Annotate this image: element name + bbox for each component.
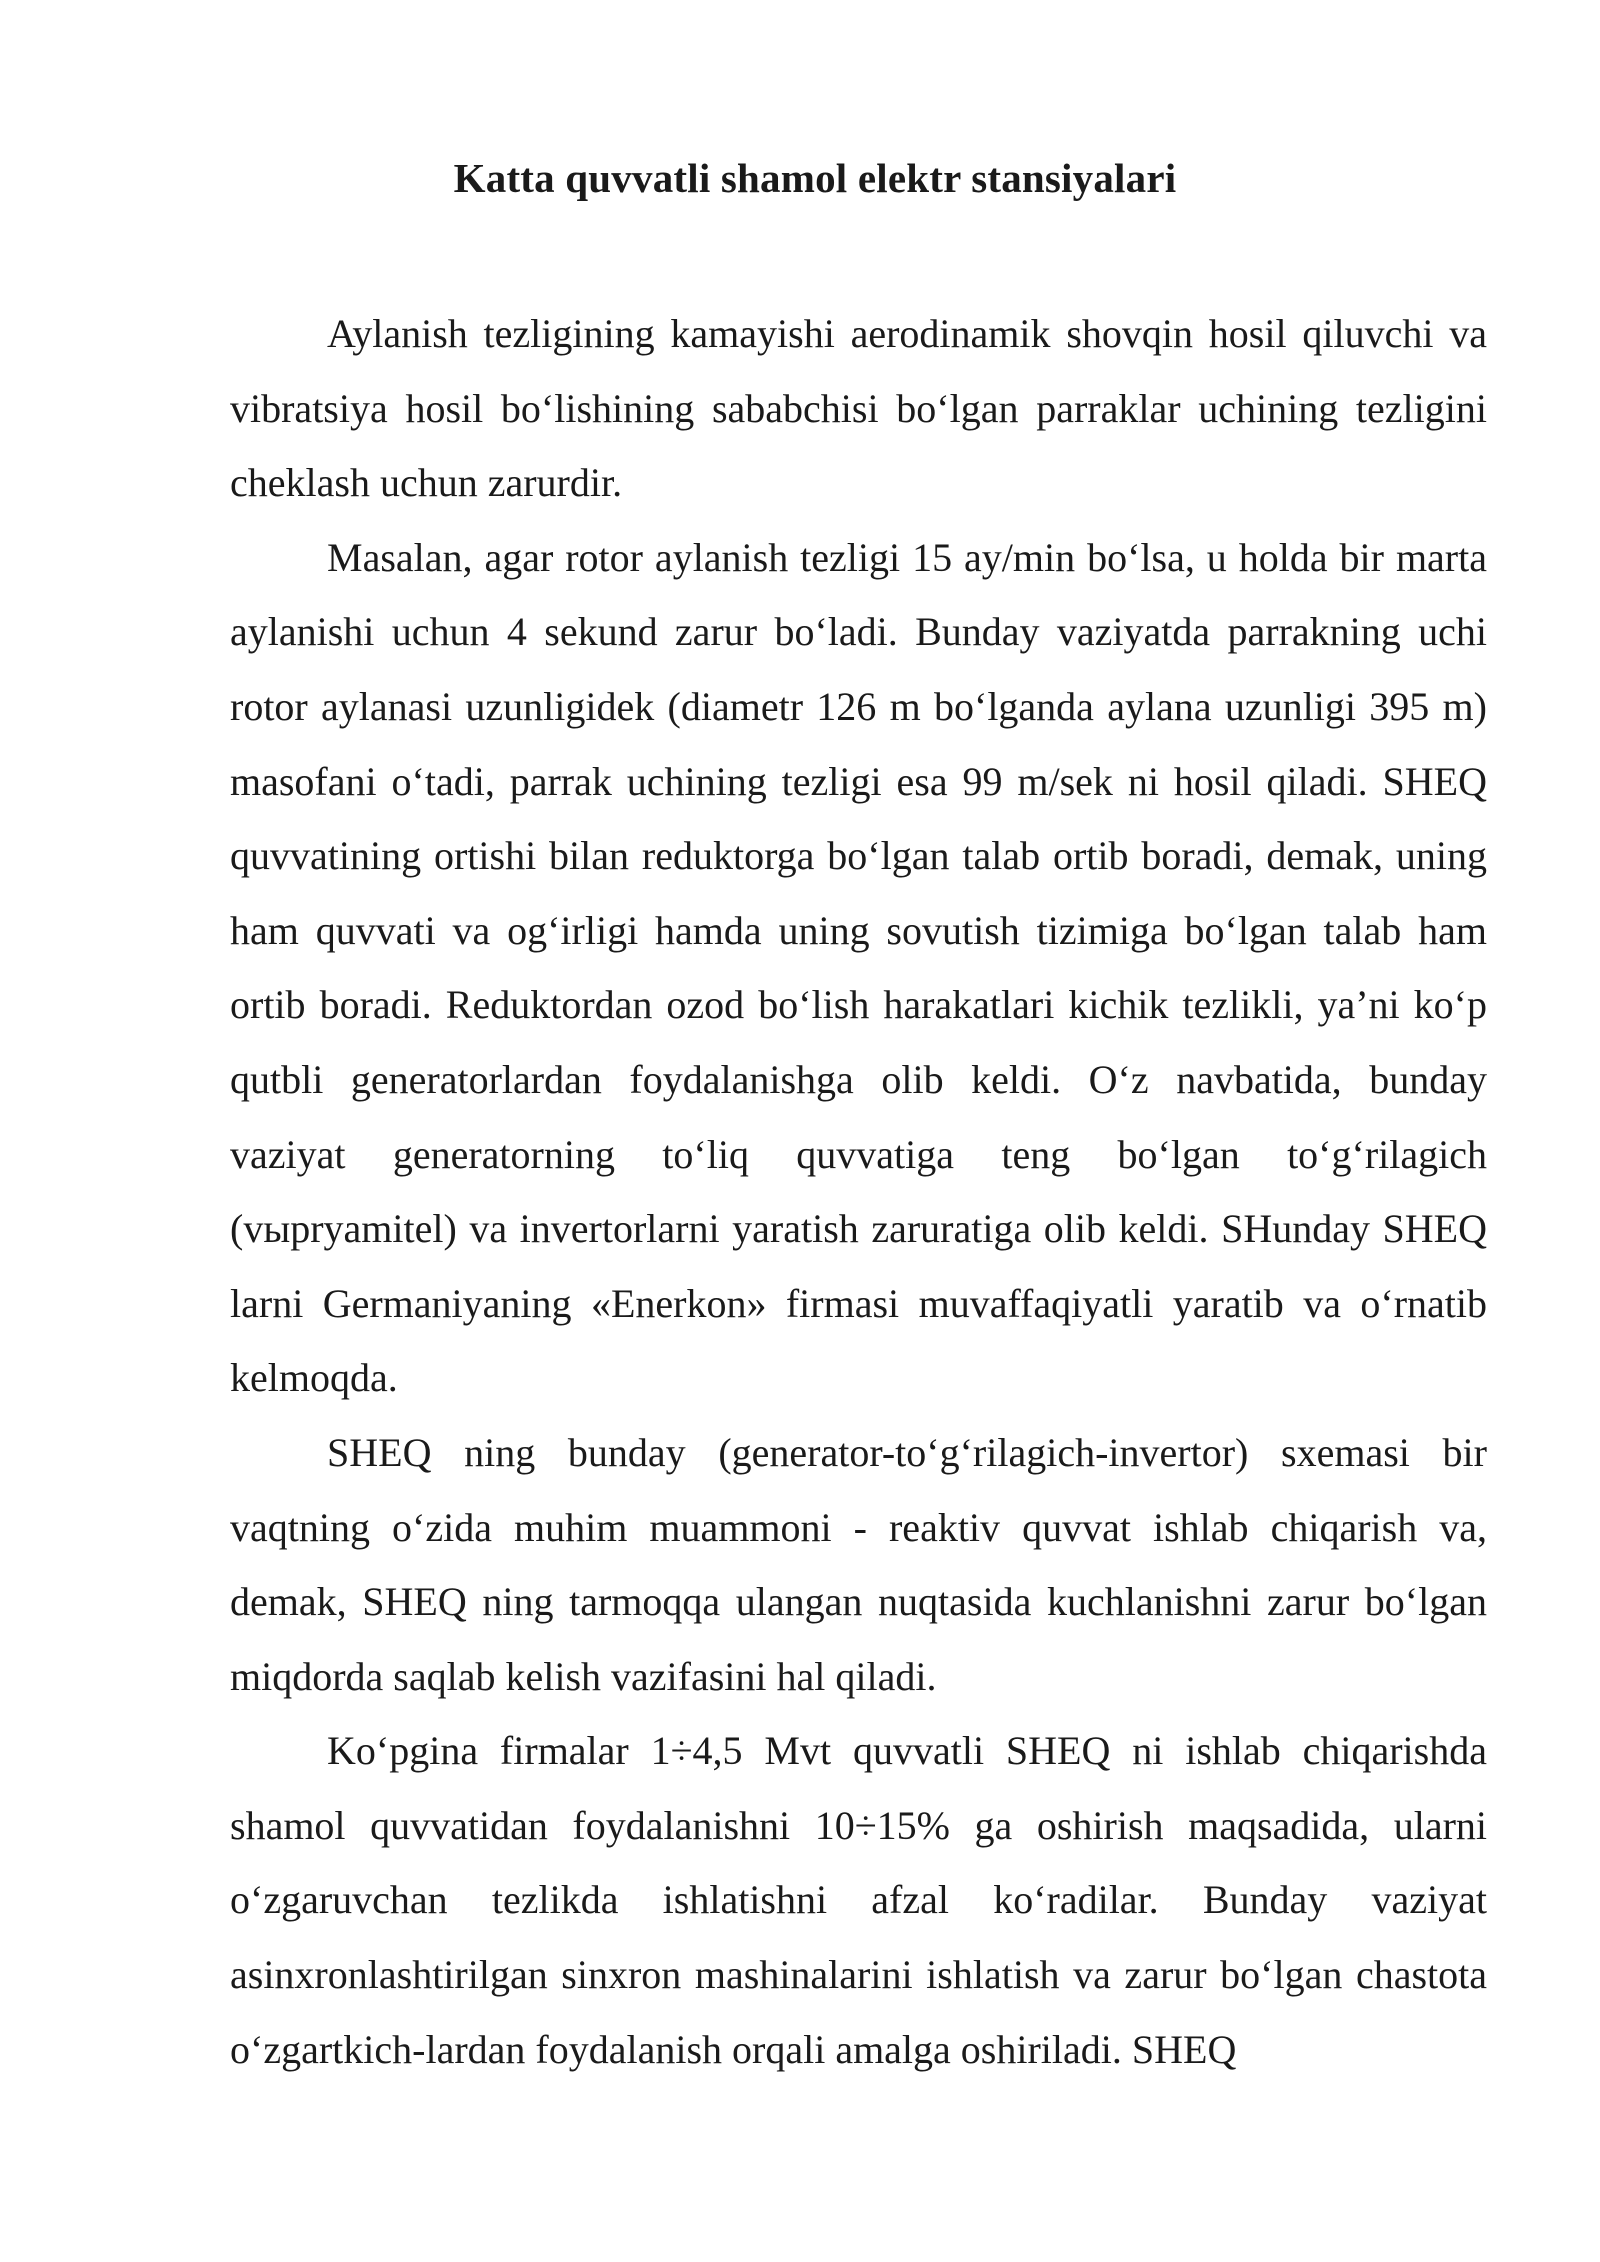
- document-title: Katta quvvatli shamol elektr stansiyalari: [453, 155, 1177, 201]
- paragraph-1: Aylanish tezligining kamayishi aerodinamik shovqin hosil qiluvchi va vibratsiya hosil bo‘lishining sababchisi bo‘lgan parraklar uchining tezligini cheklash uchun zarurdir.: [230, 311, 1487, 506]
- paragraph-3: SHEQ ning bunday (generator-to‘g‘rilagich-invertor) sxemasi bir vaqtning o‘zida muhim muammoni - reaktiv quvvat ishlab chiqarish va, demak, SHEQ ning tarmoqqa ulangan nuqtasida kuchlanishni zarur bo‘lgan miqdorda saqlab kelish vazifasini hal qiladi.: [230, 1429, 1487, 1699]
- paragraph-4: Ko‘pgina firmalar 1÷4,5 Mvt quvvatli SHEQ ni ishlab chiqarishda shamol quvvatidan foydalanishni 10÷15% ga oshirish maqsadida, ularni o‘zgaruvchan tezlikda ishlatishni afzal ko‘radilar. Bunday vaziyat asinxronlashtirilgan sinxron mashinalarini ishlatish va zarur bo‘lgan chastota o‘zgartkich-lardan foydalanish orqali amalga oshiriladi. SHEQ: [230, 1728, 1487, 2072]
- document-body: [230, 297, 1487, 2087]
- paragraph-2: Masalan, agar rotor aylanish tezligi 15 ay/min bo‘lsa, u holda bir marta aylanishi uchun 4 sekund zarur bo‘ladi. Bunday vaziyatda parrakning uchi rotor aylanasi uzunligidek (diametr 126 m bo‘lganda aylana uzunligi 395 m) masofani o‘tadi, parrak uchining tezligi esa 99 m/sek ni hosil qiladi. SHEQ quvvatining ortishi bilan reduktorga bo‘lgan talab ortib boradi, demak, uning ham quvvati va og‘irligi hamda uning sovutish tizimiga bo‘lgan talab ham ortib boradi. Reduktordan ozod bo‘lish harakatlari kichik tezlikli, ya’ni ko‘p qutbli generatorlardan foydalanishga olib keldi. O‘z navbatida, bunday vaziyat generatorning to‘liq quvvatiga teng bo‘lgan to‘g‘rilagich (vыpryamitel) va invertorlarni yaratish zaruratiga olib keldi. SHunday SHEQ larni Germaniyaning «Enerkon» firmasi muvaffaqiyatli yaratib va o‘rnatib kelmoqda.: [230, 534, 1487, 1401]
